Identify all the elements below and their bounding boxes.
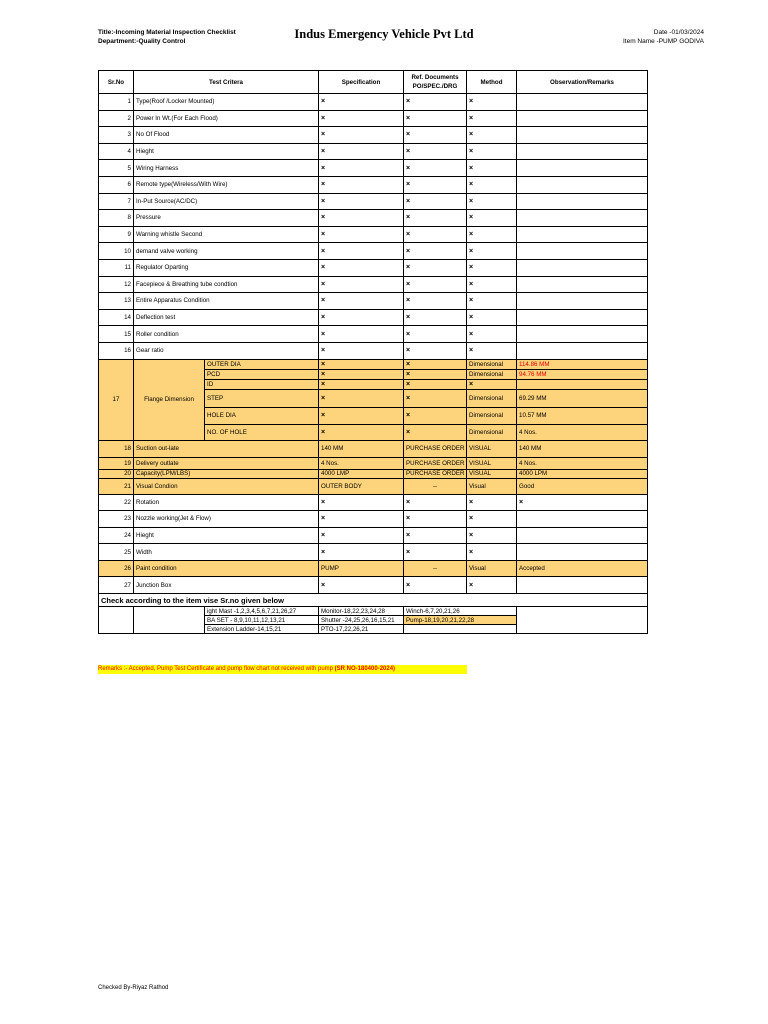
row-ref: ×: [404, 226, 467, 243]
item-vise-row: [99, 607, 648, 616]
row-spec: PUMP: [319, 560, 404, 577]
row-ref: ×: [404, 577, 467, 594]
row-ref: ×: [404, 210, 467, 227]
row-method: Dimensional: [467, 407, 517, 424]
inspection-table: [98, 70, 648, 634]
row-spec: ×: [319, 527, 404, 544]
row-number: 24: [99, 527, 134, 544]
flange-subrow: [99, 359, 648, 369]
row-number: 2: [99, 110, 134, 127]
row-ref: ×: [404, 243, 467, 260]
table-row: [99, 226, 648, 243]
row-criteria: Visual Condion: [134, 478, 319, 494]
table-row: [99, 143, 648, 160]
row-criteria: Pressure: [134, 210, 319, 227]
row-criteria: Remote type(Wireless/With Wire): [134, 176, 319, 193]
row-spec: ×: [319, 494, 404, 511]
remarks-box: [98, 665, 467, 674]
row-criteria: Hieght: [134, 527, 319, 544]
row-method: ×: [467, 210, 517, 227]
row-method: ×: [467, 110, 517, 127]
item-vise-cell: BA SET - 8,9,10,11,12,13,21: [205, 616, 319, 625]
row-ref: ×: [404, 527, 467, 544]
row-ref: ×: [404, 127, 467, 144]
row-spec: OUTER BODY: [319, 478, 404, 494]
row-number: 7: [99, 193, 134, 210]
row-spec: 4 Nos.: [319, 457, 404, 469]
row-criteria: Power In Wt.(For Each Flood): [134, 110, 319, 127]
row-method: ×: [467, 176, 517, 193]
row-criteria: Hieght: [134, 143, 319, 160]
row-ref: ×: [404, 326, 467, 343]
col-ref: Ref. Documents PO/SPEC./DRG: [404, 71, 467, 94]
flange-sub-name: OUTER DIA: [205, 359, 319, 369]
table-row: [99, 440, 648, 457]
row-ref: ×: [404, 110, 467, 127]
doc-title: Title:-Incoming Material Inspection Checklist: [98, 29, 236, 36]
row-observation: [517, 309, 648, 326]
row-spec: ×: [319, 326, 404, 343]
check-note-row: [99, 594, 648, 607]
item-vise-cell: Shutter -24,25,26,16,15,21: [319, 616, 404, 625]
row-criteria: Rotation: [134, 494, 319, 511]
row-method: ×: [467, 494, 517, 511]
row-observation: 114.86 MM: [517, 359, 648, 369]
row-ref: ×: [404, 293, 467, 310]
department: Department:-Quality Control: [98, 38, 186, 45]
row-ref: PURCHASE ORDER: [404, 440, 467, 457]
row-criteria: Nozzle working(Jet & Flow): [134, 511, 319, 528]
row-method: ×: [467, 193, 517, 210]
row-spec: 140 MM: [319, 440, 404, 457]
row-criteria: Warning whistle Second: [134, 226, 319, 243]
table-row: [99, 210, 648, 227]
row-ref: ×: [404, 143, 467, 160]
row-method: Dimensional: [467, 424, 517, 440]
table-row: [99, 527, 648, 544]
row-observation: [517, 226, 648, 243]
row-observation: [517, 243, 648, 260]
row-number: 9: [99, 226, 134, 243]
table-row: [99, 243, 648, 260]
row-ref: ×: [404, 160, 467, 177]
row-criteria: Wiring Harness: [134, 160, 319, 177]
row-criteria: Gear ratio: [134, 342, 319, 359]
item-vise-cell: Monitor-18,22,23,24,28: [319, 607, 404, 616]
row-method: ×: [467, 259, 517, 276]
row-criteria: demand valve working: [134, 243, 319, 260]
row-spec: ×: [319, 359, 404, 369]
table-header-row: [99, 71, 648, 94]
row-method: ×: [467, 143, 517, 160]
col-spec: Specification: [319, 71, 404, 94]
row-observation: [517, 259, 648, 276]
row-spec: ×: [319, 110, 404, 127]
col-criteria: Test Critera: [134, 71, 319, 94]
table-row: [99, 544, 648, 561]
row-observation: Good: [517, 478, 648, 494]
row-method: VISUAL: [467, 457, 517, 469]
row-number: 12: [99, 276, 134, 293]
row-ref: ×: [404, 94, 467, 111]
table-row: [99, 293, 648, 310]
row-observation: [517, 544, 648, 561]
row-ref: ×: [404, 389, 467, 407]
table-row: [99, 176, 648, 193]
table-row: [99, 342, 648, 359]
row-spec: ×: [319, 309, 404, 326]
item-vise-cell: ight Mast -1,2,3,4,5,6,7,21,26,27: [205, 607, 319, 616]
table-row: [99, 560, 648, 577]
flange-sub-name: HOLE DIA: [205, 407, 319, 424]
row-observation: [517, 293, 648, 310]
row-criteria: No Of Flood: [134, 127, 319, 144]
row-ref: ×: [404, 379, 467, 389]
row-spec: ×: [319, 379, 404, 389]
row-method: ×: [467, 326, 517, 343]
row-number: 13: [99, 293, 134, 310]
row-number: 16: [99, 342, 134, 359]
row-ref: ×: [404, 309, 467, 326]
row-ref: ×: [404, 544, 467, 561]
table-row: [99, 577, 648, 594]
row-spec: 4000 LMP: [319, 469, 404, 478]
row-criteria: Roller condition: [134, 326, 319, 343]
row-method: Dimensional: [467, 359, 517, 369]
row-observation: 4000 LPM: [517, 469, 648, 478]
row-spec: ×: [319, 143, 404, 160]
row-criteria: Facepiece & Breathing tube condtion: [134, 276, 319, 293]
row-observation: 94.76 MM: [517, 369, 648, 379]
row-spec: ×: [319, 342, 404, 359]
row-spec: ×: [319, 160, 404, 177]
row-ref: --: [404, 478, 467, 494]
col-method: Method: [467, 71, 517, 94]
row-method: ×: [467, 379, 517, 389]
row-number: 17: [99, 359, 134, 440]
row-ref: ×: [404, 407, 467, 424]
row-method: VISUAL: [467, 469, 517, 478]
table-row: [99, 160, 648, 177]
row-number: 1: [99, 94, 134, 111]
row-spec: ×: [319, 193, 404, 210]
row-criteria: Paint condition: [134, 560, 319, 577]
row-criteria: Entire Apparatus Condition: [134, 293, 319, 310]
row-method: ×: [467, 577, 517, 594]
row-number: 15: [99, 326, 134, 343]
row-number: 18: [99, 440, 134, 457]
item-name: Item Name -PUMP GODIVA: [622, 38, 704, 45]
row-ref: --: [404, 560, 467, 577]
row-criteria: Deflection test: [134, 309, 319, 326]
row-method: ×: [467, 226, 517, 243]
col-srno: Sr.No: [99, 71, 134, 94]
row-method: ×: [467, 243, 517, 260]
row-observation: [517, 176, 648, 193]
flange-sub-name: PCD: [205, 369, 319, 379]
row-method: ×: [467, 276, 517, 293]
row-spec: ×: [319, 389, 404, 407]
row-method: ×: [467, 127, 517, 144]
table-row: [99, 94, 648, 111]
row-spec: ×: [319, 259, 404, 276]
table-row: [99, 478, 648, 494]
row-number: 19: [99, 457, 134, 469]
row-number: 8: [99, 210, 134, 227]
row-ref: ×: [404, 424, 467, 440]
check-note: Check according to the item vise Sr.no given below: [99, 594, 648, 607]
item-vise-blank: [99, 607, 134, 634]
row-spec: ×: [319, 276, 404, 293]
row-number: 10: [99, 243, 134, 260]
row-number: 22: [99, 494, 134, 511]
table-row: [99, 494, 648, 511]
row-observation: [517, 210, 648, 227]
row-ref: ×: [404, 494, 467, 511]
row-observation: 4 Nos.: [517, 457, 648, 469]
row-ref: ×: [404, 193, 467, 210]
flange-sub-name: ID: [205, 379, 319, 389]
row-spec: ×: [319, 127, 404, 144]
row-spec: ×: [319, 293, 404, 310]
item-vise-cell: PTO-17,22,26,21: [319, 625, 404, 634]
row-number: 6: [99, 176, 134, 193]
row-method: Dimensional: [467, 369, 517, 379]
item-vise-cell: Winch-6,7,20,21,26: [404, 607, 517, 616]
table-row: [99, 511, 648, 528]
row-observation: [517, 326, 648, 343]
row-number: 11: [99, 259, 134, 276]
row-spec: ×: [319, 424, 404, 440]
table-row: [99, 127, 648, 144]
row-observation: 69.29 MM: [517, 389, 648, 407]
row-observation: [517, 527, 648, 544]
row-method: ×: [467, 293, 517, 310]
row-spec: ×: [319, 226, 404, 243]
row-observation: ×: [517, 494, 648, 511]
row-observation: [517, 160, 648, 177]
row-criteria: Regulator Oparting: [134, 259, 319, 276]
row-method: ×: [467, 160, 517, 177]
row-ref: PURCHASE ORDER: [404, 457, 467, 469]
row-method: ×: [467, 342, 517, 359]
item-vise-cell: Extension Ladder-14,15,21: [205, 625, 319, 634]
item-vise-blank: [134, 607, 205, 634]
company-name: Indus Emergency Vehicle Pvt Ltd: [294, 27, 474, 41]
row-number: 23: [99, 511, 134, 528]
flange-label: Flange Dimension: [134, 359, 205, 440]
row-observation: [517, 577, 648, 594]
row-number: 14: [99, 309, 134, 326]
row-spec: ×: [319, 369, 404, 379]
table-row: [99, 309, 648, 326]
row-ref: ×: [404, 369, 467, 379]
table-row: [99, 469, 648, 478]
row-spec: ×: [319, 544, 404, 561]
row-observation: [517, 94, 648, 111]
row-ref: PURCHASE ORDER: [404, 469, 467, 478]
row-observation: Accepted: [517, 560, 648, 577]
header-right: [623, 28, 704, 46]
row-number: 3: [99, 127, 134, 144]
row-criteria: Delivery outlate: [134, 457, 319, 469]
remarks-ref: (SR NO-180400-2024): [334, 666, 396, 672]
row-observation: 10.57 MM: [517, 407, 648, 424]
row-method: ×: [467, 527, 517, 544]
item-vise-cell: Pump-18,19,20,21,22,28: [404, 616, 517, 625]
row-observation: 4 Nos.: [517, 424, 648, 440]
table-row: [99, 276, 648, 293]
row-observation: [517, 511, 648, 528]
row-criteria: In-Put Source(AC/DC): [134, 193, 319, 210]
flange-sub-name: NO. OF HOLE: [205, 424, 319, 440]
table-row: [99, 259, 648, 276]
row-method: ×: [467, 511, 517, 528]
row-observation: 140 MM: [517, 440, 648, 457]
row-spec: ×: [319, 407, 404, 424]
row-spec: ×: [319, 210, 404, 227]
row-method: ×: [467, 94, 517, 111]
row-number: 20: [99, 469, 134, 478]
table-row: [99, 193, 648, 210]
row-criteria: Junction Box: [134, 577, 319, 594]
item-vise-blank: [517, 607, 648, 634]
row-number: 27: [99, 577, 134, 594]
row-method: VISUAL: [467, 440, 517, 457]
remarks-text: Remarks :- Accepted, Pump Test Certificate and pump flow chart not received with pump: [98, 666, 335, 672]
row-method: ×: [467, 544, 517, 561]
row-method: Dimensional: [467, 389, 517, 407]
row-observation: [517, 379, 648, 389]
row-observation: [517, 342, 648, 359]
table-row: [99, 326, 648, 343]
row-method: Visual: [467, 478, 517, 494]
checked-by: Checked By-Riyaz Rathod: [98, 985, 169, 991]
row-observation: [517, 193, 648, 210]
table-row: [99, 110, 648, 127]
row-observation: [517, 127, 648, 144]
row-ref: ×: [404, 176, 467, 193]
row-spec: ×: [319, 243, 404, 260]
row-method: ×: [467, 309, 517, 326]
item-vise-cell: [404, 625, 517, 634]
row-spec: ×: [319, 176, 404, 193]
row-observation: [517, 143, 648, 160]
row-ref: ×: [404, 342, 467, 359]
row-number: 5: [99, 160, 134, 177]
row-number: 25: [99, 544, 134, 561]
row-number: 4: [99, 143, 134, 160]
col-obs: Observation/Remarks: [517, 71, 648, 94]
row-ref: ×: [404, 259, 467, 276]
row-criteria: Width: [134, 544, 319, 561]
row-number: 26: [99, 560, 134, 577]
row-ref: ×: [404, 511, 467, 528]
row-criteria: Suction out-late: [134, 440, 319, 457]
row-ref: ×: [404, 359, 467, 369]
doc-date: Date -01/03/2024: [653, 29, 704, 36]
row-spec: ×: [319, 577, 404, 594]
row-number: 21: [99, 478, 134, 494]
row-spec: ×: [319, 511, 404, 528]
row-method: Visual: [467, 560, 517, 577]
row-observation: [517, 276, 648, 293]
row-observation: [517, 110, 648, 127]
row-criteria: Type(Roof /Locker Mounted): [134, 94, 319, 111]
row-criteria: Capacity(LPM/LBS): [134, 469, 319, 478]
flange-sub-name: STEP: [205, 389, 319, 407]
table-row: [99, 457, 648, 469]
row-ref: ×: [404, 276, 467, 293]
row-spec: ×: [319, 94, 404, 111]
